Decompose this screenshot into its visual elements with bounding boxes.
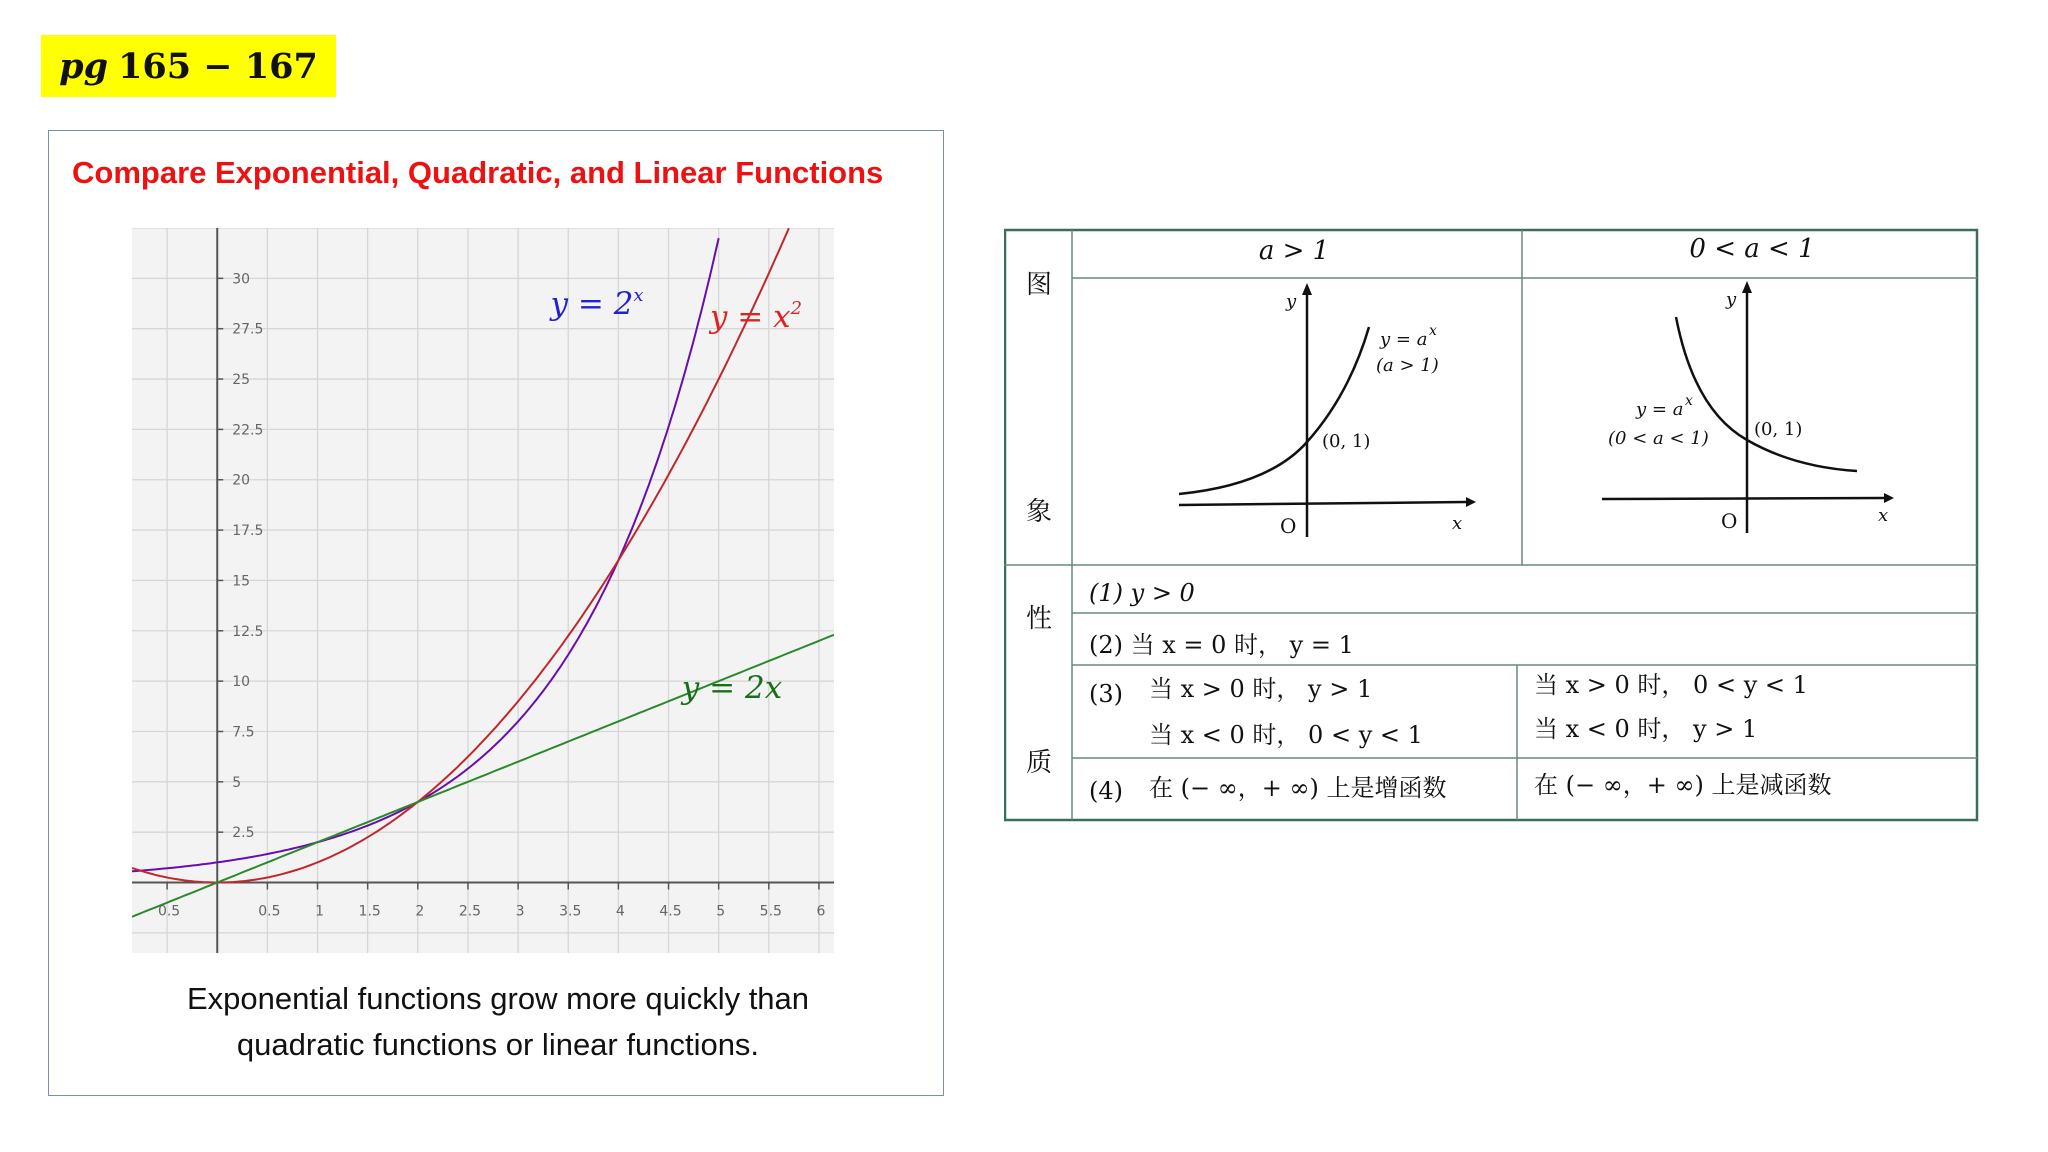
x-tick-label: 6 [816,903,826,920]
y-tick-label: 7.5 [232,724,255,741]
y-tick-label: 20 [232,472,251,489]
x-tick-label: 0.5 [258,903,281,920]
point-label: (0, 1) [1322,431,1371,452]
x-tick-label: 1.5 [358,903,381,920]
y-tick-label: 22.5 [232,422,264,439]
x-axis-label: x [1878,505,1889,526]
curve-condition: (0 < a < 1) [1608,428,1709,449]
property-3a-line-1: 当 x > 0 时， y > 1 [1149,675,1373,703]
row-label-graph-2: 象 [1026,497,1053,527]
exponential-properties-table [1004,215,1982,827]
y-tick-label: 15 [232,573,251,590]
function-graph [132,228,834,953]
y-tick-label: 2.5 [232,825,255,842]
property-4b: 在 (− ∞，+ ∞) 上是减函数 [1534,771,1832,799]
y-tick-label: 25 [232,372,251,389]
x-tick-label: 3.5 [559,903,582,920]
curve-label-exponent: x [1685,393,1693,409]
x-tick-label: 2 [415,903,425,920]
property-4a: 在 (− ∞，+ ∞) 上是增函数 [1149,774,1447,802]
series-label-linear: y = 2x [681,670,783,706]
panel-caption [72,976,924,1068]
curve-label-exponent: x [1429,323,1437,339]
function-graph-svg [132,228,834,953]
x-tick-label: 5.5 [759,903,782,920]
x-tick-label: 2.5 [458,903,482,920]
x-tick-label: 4.5 [659,903,682,920]
header-a-between-0-1: 0 < a < 1 [1689,234,1815,264]
x-tick-label: 5 [716,903,726,920]
x-tick-label: 0.5 [157,903,181,920]
row-label-graph-1: 图 [1026,270,1053,300]
origin-label: O [1280,514,1297,538]
y-tick-label: 30 [232,271,251,288]
y-tick-label: 10 [232,674,251,691]
y-axis-label: y [1286,291,1297,312]
y-tick-label: 27.5 [232,321,264,338]
x-tick-label: 3 [515,903,525,920]
x-tick-label: 4 [615,903,625,920]
caption-line-1: Exponential functions grow more quickly than [186,981,810,1016]
y-tick-label: 5 [232,774,242,791]
origin-label: O [1721,509,1738,533]
property-2: (2) 当 x = 0 时， y = 1 [1089,631,1354,659]
y-axis-label: y [1726,289,1737,310]
x-axis-label: x [1452,513,1463,534]
header-a-greater-1: a > 1 [1258,236,1330,266]
series-label-exponential: $y = 2^x$ [550,285,644,322]
row-label-prop-2: 质 [1026,748,1053,778]
x-tick-label: 1 [315,903,324,920]
properties-table-svg [1004,215,1982,827]
y-tick-label: 17.5 [232,523,264,540]
row-label-prop-1: 性 [1026,604,1053,634]
series-label-quadratic: $y = x^2$ [709,298,803,335]
property-4-label: (4) [1089,777,1123,805]
page-tag-prefix: pg [59,45,109,87]
property-1: (1) y > 0 [1089,579,1195,607]
curve-condition: (a > 1) [1376,355,1439,376]
curve-label: y = a [1636,399,1684,420]
page-range-tag [41,35,336,97]
property-3b-line-1: 当 x > 0 时， 0 < y < 1 [1534,671,1808,699]
x-axis [1602,498,1884,499]
property-3-label: (3) [1089,680,1123,708]
panel-title: Compare Exponential, Quadratic, and Linear Functions [72,155,884,190]
property-3b-line-2: 当 x < 0 时， y > 1 [1534,715,1758,743]
page-tag-range: 165 − 167 [118,45,318,87]
y-tick-label: 12.5 [232,623,264,640]
property-3a-line-2: 当 x < 0 时， 0 < y < 1 [1149,721,1423,749]
curve-label: y = a [1380,329,1428,350]
caption-line-2: quadratic functions or linear functions. [236,1027,760,1062]
point-label: (0, 1) [1754,419,1803,440]
